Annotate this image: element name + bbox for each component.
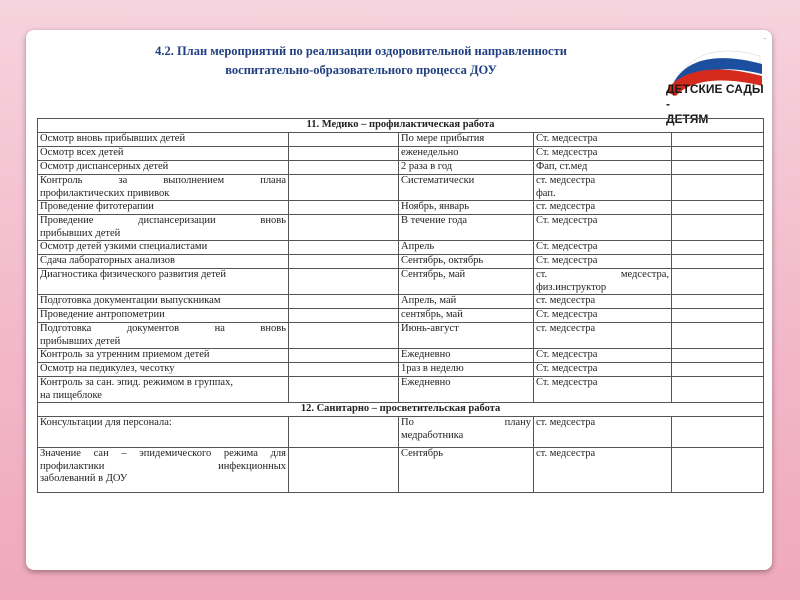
activity-cell: Контроль за выполнением плана профилактических прививок <box>38 175 289 201</box>
table-row <box>38 323 764 349</box>
table-row <box>38 448 764 493</box>
period-cell: Ноябрь, январь <box>399 201 534 215</box>
responsible-cell: ст. медсестра <box>534 295 672 309</box>
activity-cell: Осмотр диспансерных детей <box>38 161 289 175</box>
period-cell: Ежедневно <box>399 377 534 403</box>
plan-table <box>37 118 764 493</box>
period-cell: Систематически <box>399 175 534 201</box>
table-row <box>38 241 764 255</box>
period-cell: 1раз в неделю <box>399 363 534 377</box>
table-row <box>38 201 764 215</box>
responsible-cell: ст. медсестра, физ.инструктор <box>534 269 672 295</box>
period-cell: еженедельно <box>399 147 534 161</box>
responsible-cell: ст. медсестра <box>534 448 672 493</box>
period-cell: Апрель <box>399 241 534 255</box>
section-header-row <box>38 403 764 417</box>
activity-cell: Контроль за сан. эпид. режимом в группах, на пищеблоке <box>38 377 289 403</box>
activity-cell: Диагностика физического развития детей <box>38 269 289 295</box>
responsible-cell: ст. медсестра <box>534 323 672 349</box>
period-cell: Сентябрь, октябрь <box>399 255 534 269</box>
section-header-row <box>38 119 764 133</box>
activity-cell: Проведение диспансеризации вновь прибывших детей <box>38 215 289 241</box>
activity-cell: Проведение фитотерапии <box>38 201 289 215</box>
responsible-cell: ст. медсестра <box>534 201 672 215</box>
responsible-cell: ст. медсестра фап. <box>534 175 672 201</box>
table-row <box>38 175 764 201</box>
period-cell: Июнь-август <box>399 323 534 349</box>
activity-cell: Осмотр всех детей <box>38 147 289 161</box>
table-row <box>38 161 764 175</box>
activity-cell: Осмотр детей узкими специалистами <box>38 241 289 255</box>
title-line-2: воспитательно-образовательного процесса ДОУ <box>225 63 497 77</box>
section-title: 11. Медико – профилактическая работа <box>38 119 764 133</box>
responsible-cell: Ст. медсестра <box>534 363 672 377</box>
period-cell: Ежедневно <box>399 349 534 363</box>
responsible-cell: Ст. медсестра <box>534 255 672 269</box>
activity-cell: Подготовка документации выпускникам <box>38 295 289 309</box>
responsible-cell: Фап, ст.мед <box>534 161 672 175</box>
activity-cell: Значение сан – эпидемического режима для профилактики инфекционных заболеваний в ДОУ <box>38 448 289 493</box>
activity-cell: Осмотр вновь прибывших детей <box>38 133 289 147</box>
table-row <box>38 215 764 241</box>
table-row <box>38 295 764 309</box>
table-row <box>38 363 764 377</box>
logo-text-line-1: ДЕТСКИЕ САДЫ - <box>666 82 764 111</box>
section-title: 12. Санитарно – просветительская работа <box>38 403 764 417</box>
corner-dot: . <box>764 32 766 41</box>
activity-cell: Подготовка документов на вновь прибывших детей <box>38 323 289 349</box>
responsible-cell: Ст. медсестра <box>534 215 672 241</box>
responsible-cell: Ст. медсестра <box>534 349 672 363</box>
period-cell: 2 раза в год <box>399 161 534 175</box>
responsible-cell: Ст. медсестра <box>534 309 672 323</box>
responsible-cell: ст. медсестра <box>534 417 672 448</box>
period-cell: По мере прибытия <box>399 133 534 147</box>
table-row <box>38 417 764 448</box>
table-row <box>38 255 764 269</box>
responsible-cell: Ст. медсестра <box>534 241 672 255</box>
period-cell: Сентябрь, май <box>399 269 534 295</box>
activity-cell: Осмотр на педикулез, чесотку <box>38 363 289 377</box>
page-title <box>66 42 656 80</box>
responsible-cell: Ст. медсестра <box>534 133 672 147</box>
period-cell: Сентябрь <box>399 448 534 493</box>
table-row <box>38 377 764 403</box>
title-line-1: 4.2. План мероприятий по реализации оздоровительной направленности <box>155 44 567 58</box>
responsible-cell: Ст. медсестра <box>534 377 672 403</box>
activity-cell: Проведение антропометрии <box>38 309 289 323</box>
period-cell: сентябрь, май <box>399 309 534 323</box>
period-cell: В течение года <box>399 215 534 241</box>
slide <box>26 30 772 570</box>
activity-cell: Консультации для персонала: <box>38 417 289 448</box>
activity-cell: Контроль за утренним приемом детей <box>38 349 289 363</box>
responsible-cell: Ст. медсестра <box>534 147 672 161</box>
period-cell: Апрель, май <box>399 295 534 309</box>
table-row <box>38 349 764 363</box>
table-row <box>38 309 764 323</box>
table-row <box>38 147 764 161</box>
table-row <box>38 269 764 295</box>
logo-text-line-2: ДЕТЯМ <box>666 112 709 126</box>
table-row <box>38 133 764 147</box>
period-cell: По плану медработника <box>399 417 534 448</box>
activity-cell: Сдача лабораторных анализов <box>38 255 289 269</box>
